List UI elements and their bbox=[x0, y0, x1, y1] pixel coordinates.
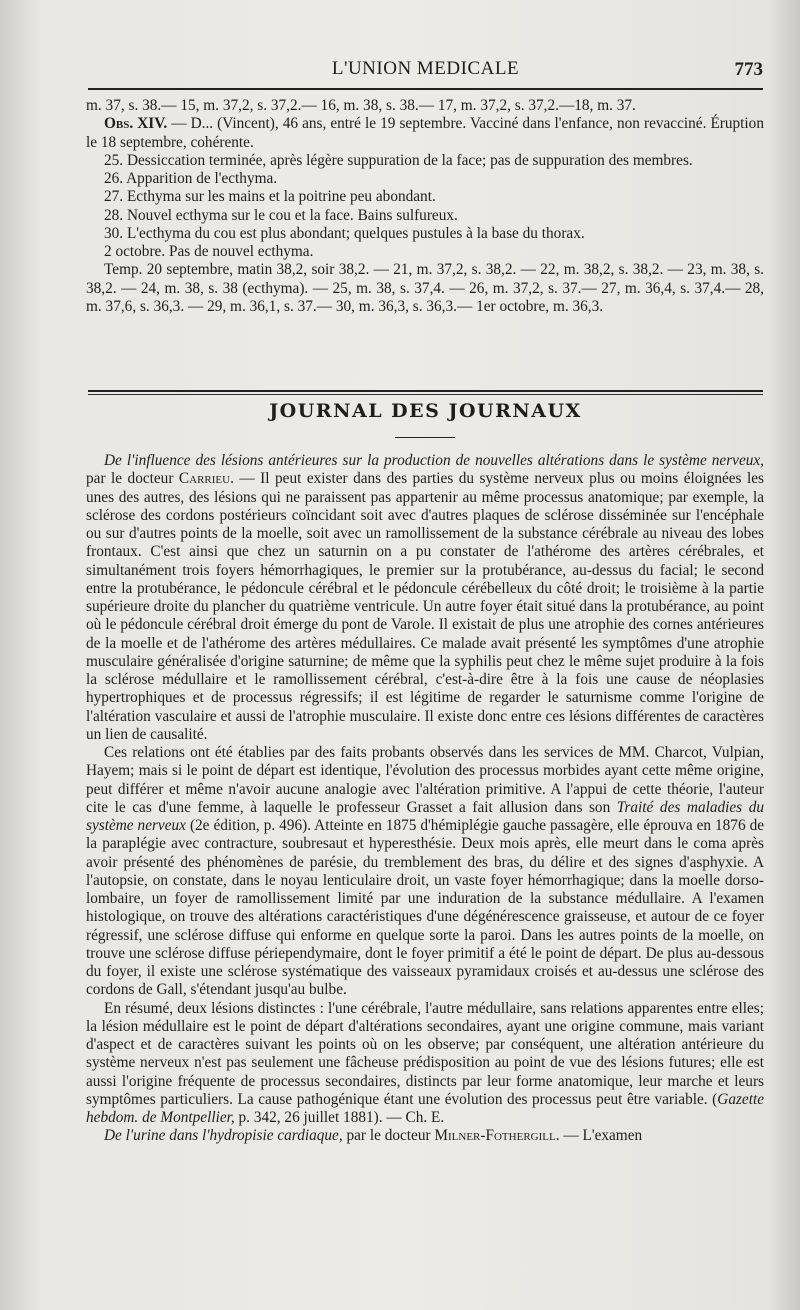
section-title: JOURNAL DES JOURNAUX bbox=[269, 400, 582, 422]
temperature-continuation: m. 37, s. 38.— 15, m. 37,2, s. 37,2.— 16, m. 38, s. 38.— 17, m. 37,2, s. 37,2.—18, m. 37. bbox=[86, 97, 636, 114]
observation-label: Obs. XIV. bbox=[104, 115, 168, 133]
temperature-paragraph: Temp. 20 septembre, matin 38,2, soir 38,2. — 21, m. 37,2, s. 38,2. — 22, m. 38,2, s. 38,2. — 23, m. 38, s. 38,2. — 24, m. 38, s. 38 (ecthyma). — 25, m. 38, s. 37,4. — 26, m. 37,2, s. 37.— 27, m. 36,4, s. 37,4.— 28, m. 37,6, s. 36,3. — 29, m. 36,1, s. 37.— 30, m. 36,3, s. 36,3.— 1er octobre, m. 36,3. bbox=[86, 261, 764, 315]
article1-paragraph-2 bbox=[86, 744, 764, 1000]
article1-author: Carrieu bbox=[178, 470, 231, 488]
article1-source: Gazette hebdom. de Montpellier, bbox=[86, 1090, 764, 1126]
page-header bbox=[88, 55, 763, 89]
observation-entry: 26. Apparition de l'ecthyma. bbox=[104, 170, 278, 187]
article1-p3-text-a: En résumé, deux lésions distinctes : l'une cérébrale, l'autre médullaire, sans relations apparentes entre elles; la lésion médullaire est le point de départ d'altérations secondaires, ayant une origine commune, mais variant d'aspect et de caractères suivant les points où on les observe; par conséquent, une altération antérieure du système nerveux n'est pas seulement une fâcheuse prédisposition au point de vue des lésions futures; elle est aussi l'origine fréquente de processus secondaires, distincts par leur forme anatomique, leur marche et leurs symptômes particuliers. La cause pathogénique étant une évolution des processus peut être variable. ( bbox=[86, 999, 764, 1108]
observation-entry: 2 octobre. Pas de nouvel ecthyma. bbox=[104, 243, 314, 260]
observation-entry: 28. Nouvel ecthyma sur le cou et la face. Bains sulfureux. bbox=[104, 206, 458, 224]
observation-paragraph bbox=[86, 115, 764, 152]
article1-p1-text: . — Il peut exister dans des parties du système nerveux plus ou moins éloignées les unes des autres, des lésions qui ne paraissent pas appartenir au même processus anatomique; par exemple, la sclérose des cordons postérieurs coïncidant soit avec d'autres plaques de sclérose disséminée sur l'encéphale ou sur d'autres points de la moelle, soit avec un ramollissement de la substance cérébrale au niveau des lobes frontaux. C'est ainsi que chez un saturnin on a pu constater de l'athérome des artères cérébrales, et simultanément trois foyers hémorrhagiques, le premier sur la protubérance, au-dessus du facial; le second entre la protubérance, le pédoncule cérébral et le pédoncule cérébelleux du côté droit; le troisième à la partie supérieure droite du plancher du quatrième ventricule. Un autre foyer était situé dans la protubérance, au point où le pédoncule cérébral droit émerge du pont de Varole. Il existait de plus une atrophie des cornes antérieures de la moelle et de l'athérome des artères médullaires. Ce malade avait présenté les symptômes d'une atrophie musculaire généralisée d'origine saturnine; de même que la syphilis peut chez le même sujet produire à la fois la sclérose médullaire et le ramollissement cérébral, c'est-à-dire être à la fois une cause de néoplasies hypertrophiques et de processus régressifs; il est légitime de regarder le saturnisme comme l'origine de l'altération vasculaire et aussi de l'atrophie musculaire. Il existe donc entre ces lésions différentes de caractères un lien de causalité. bbox=[86, 470, 764, 743]
observation-entry: 30. L'ecthyma du cou est plus abondant; quelques pustules à la base du thorax. bbox=[104, 224, 585, 242]
running-title: L'UNION MEDICALE bbox=[331, 58, 520, 79]
article2-author: Milner-Fothergill bbox=[434, 1127, 556, 1145]
page-number: 773 bbox=[734, 59, 763, 80]
section-rule-top bbox=[88, 390, 763, 392]
article1-title: De l'influence des lésions antérieures sur la production de nouvelles altérations dans le système nerveux, bbox=[104, 452, 764, 469]
article2-text: . — L'examen bbox=[555, 1127, 643, 1145]
article1-p3-text-b: p. 342, 26 juillet 1881). — Ch. E. bbox=[234, 1109, 445, 1126]
observation-text: — D... (Vincent), 46 ans, entré le 19 septembre. Vacciné dans l'enfance, non revacciné. Éruption le 18 septembre, cohérente. bbox=[86, 115, 764, 151]
observation-block bbox=[86, 97, 764, 316]
observation-entry: 25. Dessiccation terminée, après légère suppuration de la face; pas de suppuration des membres. bbox=[104, 151, 693, 169]
header-rule bbox=[88, 88, 763, 90]
article-influence-lesions bbox=[86, 452, 764, 1146]
article1-paragraph-1 bbox=[86, 452, 764, 744]
article2-author-prefix: par le docteur bbox=[342, 1127, 435, 1145]
article1-p2-text-a: Ces relations ont été établies par des faits probants observés dans les services de MM. Charcot, Vulpian, Hayem; mais si le point de départ est identique, l'évolution des processus morbides ayant cette même origine, peut différer et même n'avoir aucune analogie avec l'altération primitive. A l'appui de cette théorie, l'auteur cite le cas d'une femme, à laquelle le professeur Grasset a fait allusion dans son bbox=[86, 744, 764, 816]
section-title-underline bbox=[395, 437, 455, 438]
article1-author-prefix: par le docteur bbox=[86, 470, 179, 488]
observation-entry: 27. Ecthyma sur les mains et la poitrine peu abondant. bbox=[104, 188, 436, 206]
article1-p2-text-b: (2e édition, p. 496). Atteinte en 1875 d'hémiplégie gauche passagère, elle éprouva en 1876 de la paraplégie avec contracture, soubresaut et hyperesthésie. Deux mois après, elle meurt dans le coma après avoir présenté des phénomènes de parésie, du tremblement des bras, du délire et des signes d'asphyxie. A l'autopsie, on constate, dans le noyau lenticulaire droit, un vaste foyer hémorrhagique; dans la moelle dorso-lombaire, un foyer de ramollissement limité par une induration de la substance médullaire. A l'examen histologique, on trouve des altérations caractéristiques d'une dégénérescence graisseuse, et autour de ce foyer régressif, une sclérose diffuse qui enforme en quelque sorte la paroi. Dans les autres points de la moelle, on trouve une sclérose diffuse périependymaire, dont le foyer primitif a été le point de départ. De plus au-dessous du foyer, il existe une sclérose systématique des vaisseaux pyramidaux croisés et au-dessus une sclérose des cordons de Gall, s'étendant jusqu'au bulbe. bbox=[86, 817, 765, 999]
article1-paragraph-3 bbox=[86, 1000, 764, 1128]
article2-paragraph bbox=[86, 1127, 764, 1145]
article2-title: De l'urine dans l'hydropisie cardiaque, bbox=[104, 1127, 343, 1145]
section-rule-top-thin bbox=[88, 394, 763, 395]
article1-cited-work: Traité des maladies du système nerveux bbox=[86, 798, 764, 834]
